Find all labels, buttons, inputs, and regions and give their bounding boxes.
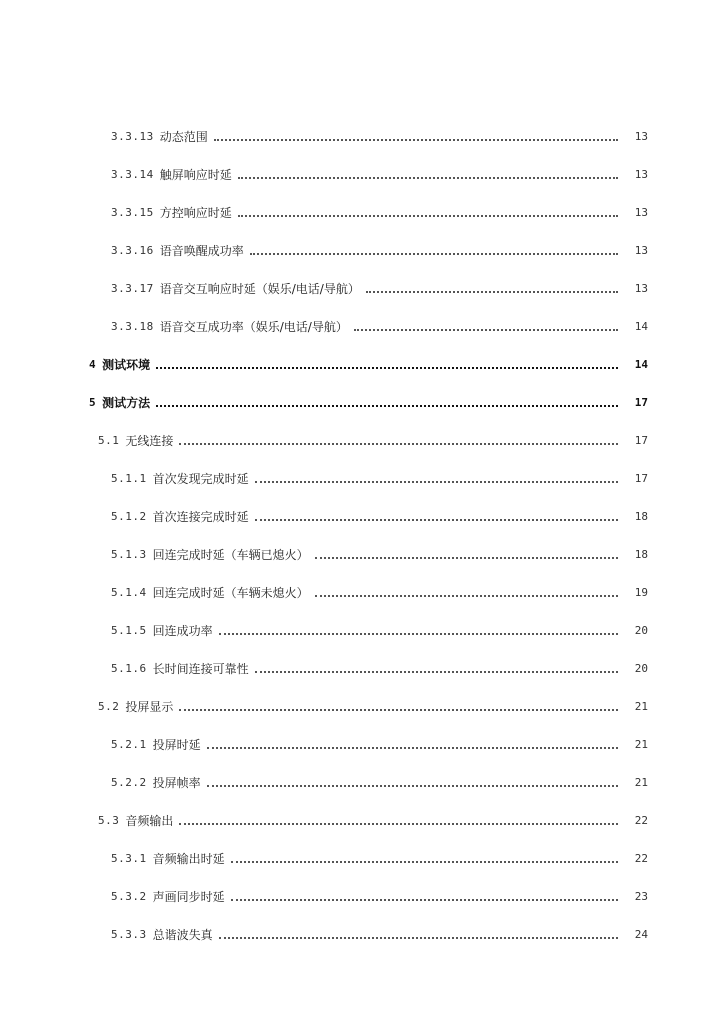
toc-entry-page: 18 [634, 509, 648, 523]
toc-entry-title: 语音交互成功率（娱乐/电话/导航） [159, 319, 348, 334]
toc-entry-page: 23 [634, 889, 648, 903]
toc-entry-number: 5.1.2 [111, 509, 147, 523]
toc-dot-leader [238, 165, 618, 179]
toc-entry-number: 4 [89, 357, 97, 371]
toc-dot-leader [255, 659, 618, 673]
toc-dot-leader [179, 697, 618, 711]
toc-entry-number: 5 [89, 395, 97, 409]
toc-entry-title: 触屏响应时延 [159, 167, 232, 182]
toc-entry-title: 投屏时延 [152, 737, 201, 752]
toc-entry-number: 5.1.3 [111, 547, 147, 561]
toc-entry-page: 14 [634, 357, 648, 371]
toc-dot-leader [219, 925, 618, 939]
toc-entry-title: 回连完成时延（车辆未熄火） [152, 585, 309, 600]
toc-entry-number: 5.1.4 [111, 585, 147, 599]
toc-entry[interactable] [0, 772, 724, 792]
toc-entry[interactable] [0, 164, 724, 184]
toc-entry-number: 5.2.2 [111, 775, 147, 789]
toc-dot-leader [219, 621, 618, 635]
toc-entry-number: 5.2.1 [111, 737, 147, 751]
toc-entry-number: 3.3.13 [111, 129, 154, 143]
toc-entry-title: 语音唤醒成功率 [159, 243, 244, 258]
toc-dot-leader [255, 469, 618, 483]
toc-dot-leader [207, 773, 618, 787]
toc-entry[interactable] [0, 734, 724, 754]
toc-entry[interactable] [0, 544, 724, 564]
toc-entry-title: 测试环境 [102, 357, 151, 372]
toc-dot-leader [231, 849, 618, 863]
toc-entry-number: 5.3.2 [111, 889, 147, 903]
toc-entry-number: 5.3.1 [111, 851, 147, 865]
toc-entry[interactable] [0, 886, 724, 906]
toc-entry-page: 24 [634, 927, 648, 941]
toc-entry-page: 21 [634, 699, 648, 713]
toc-entry-page: 21 [634, 737, 648, 751]
toc-entry[interactable] [0, 316, 724, 336]
toc-dot-leader [179, 431, 618, 445]
toc-entry[interactable] [0, 506, 724, 526]
toc-entry-page: 13 [634, 205, 648, 219]
toc-entry-title: 方控响应时延 [159, 205, 232, 220]
toc-entry[interactable] [0, 278, 724, 298]
toc-entry-number: 3.3.15 [111, 205, 154, 219]
toc-entry-page: 13 [634, 281, 648, 295]
toc-entry-number: 5.1.5 [111, 623, 147, 637]
toc-entry-number: 5.2 [98, 699, 120, 713]
toc-entry-number: 3.3.18 [111, 319, 154, 333]
toc-entry-number: 3.3.16 [111, 243, 154, 257]
toc-entry-number: 5.1.6 [111, 661, 147, 675]
toc-entry-section[interactable] [0, 696, 724, 716]
toc-entry-number: 5.3 [98, 813, 120, 827]
toc-entry-title: 投屏显示 [125, 699, 174, 714]
toc-dot-leader [315, 545, 618, 559]
toc-entry-title: 动态范围 [159, 129, 208, 144]
toc-entry-page: 13 [634, 167, 648, 181]
toc-entry-title: 投屏帧率 [152, 775, 201, 790]
toc-entry-page: 22 [634, 813, 648, 827]
toc-entry-number: 3.3.14 [111, 167, 154, 181]
toc-entry-number: 5.3.3 [111, 927, 147, 941]
toc-entry-section[interactable] [0, 430, 724, 450]
toc-dot-leader [255, 507, 618, 521]
toc-entry-title: 回连成功率 [152, 623, 213, 638]
toc-entry-section[interactable] [0, 810, 724, 830]
toc-dot-leader [238, 203, 618, 217]
toc-entry[interactable] [0, 924, 724, 944]
toc-entry-title: 首次发现完成时延 [152, 471, 249, 486]
toc-entry-number: 3.3.17 [111, 281, 154, 295]
toc-entry-page: 14 [634, 319, 648, 333]
toc-dot-leader [207, 735, 618, 749]
toc-entry-number: 5.1 [98, 433, 120, 447]
toc-entry-page: 13 [634, 129, 648, 143]
toc-entry-title: 语音交互响应时延（娱乐/电话/导航） [159, 281, 360, 296]
toc-entry-title: 总谐波失真 [152, 927, 213, 942]
toc-entry-page: 13 [634, 243, 648, 257]
toc-dot-leader [354, 317, 618, 331]
toc-entry-title: 无线连接 [125, 433, 174, 448]
toc-entry-page: 20 [634, 623, 648, 637]
toc-entry[interactable] [0, 620, 724, 640]
toc-entry[interactable] [0, 240, 724, 260]
toc-entry-title: 首次连接完成时延 [152, 509, 249, 524]
toc-entry-page: 17 [634, 395, 648, 409]
toc-dot-leader [315, 583, 618, 597]
toc-entry-page: 22 [634, 851, 648, 865]
toc-dot-leader [250, 241, 618, 255]
toc-entry-title: 声画同步时延 [152, 889, 225, 904]
toc-entry-chapter[interactable] [0, 354, 724, 374]
toc-dot-leader [156, 393, 618, 407]
toc-entry-page: 19 [634, 585, 648, 599]
toc-dot-leader [231, 887, 618, 901]
toc-entry[interactable] [0, 848, 724, 868]
toc-entry[interactable] [0, 582, 724, 602]
toc-entry[interactable] [0, 126, 724, 146]
toc-entry-number: 5.1.1 [111, 471, 147, 485]
toc-dot-leader [214, 127, 618, 141]
toc-dot-leader [156, 355, 618, 369]
toc-entry-title: 长时间连接可靠性 [152, 661, 249, 676]
toc-entry-page: 17 [634, 433, 648, 447]
toc-entry-title: 回连完成时延（车辆已熄火） [152, 547, 309, 562]
toc-entry-chapter[interactable] [0, 392, 724, 412]
toc-entry-title: 音频输出时延 [152, 851, 225, 866]
toc-entry-title: 测试方法 [102, 395, 151, 410]
toc-entry-page: 21 [634, 775, 648, 789]
toc-entry[interactable] [0, 202, 724, 222]
toc-entry-page: 17 [634, 471, 648, 485]
toc-dot-leader [366, 279, 618, 293]
toc-entry-page: 20 [634, 661, 648, 675]
toc-entry-title: 音频输出 [125, 813, 174, 828]
toc-entry[interactable] [0, 468, 724, 488]
toc-dot-leader [179, 811, 618, 825]
toc-entry-page: 18 [634, 547, 648, 561]
toc-entry[interactable] [0, 658, 724, 678]
